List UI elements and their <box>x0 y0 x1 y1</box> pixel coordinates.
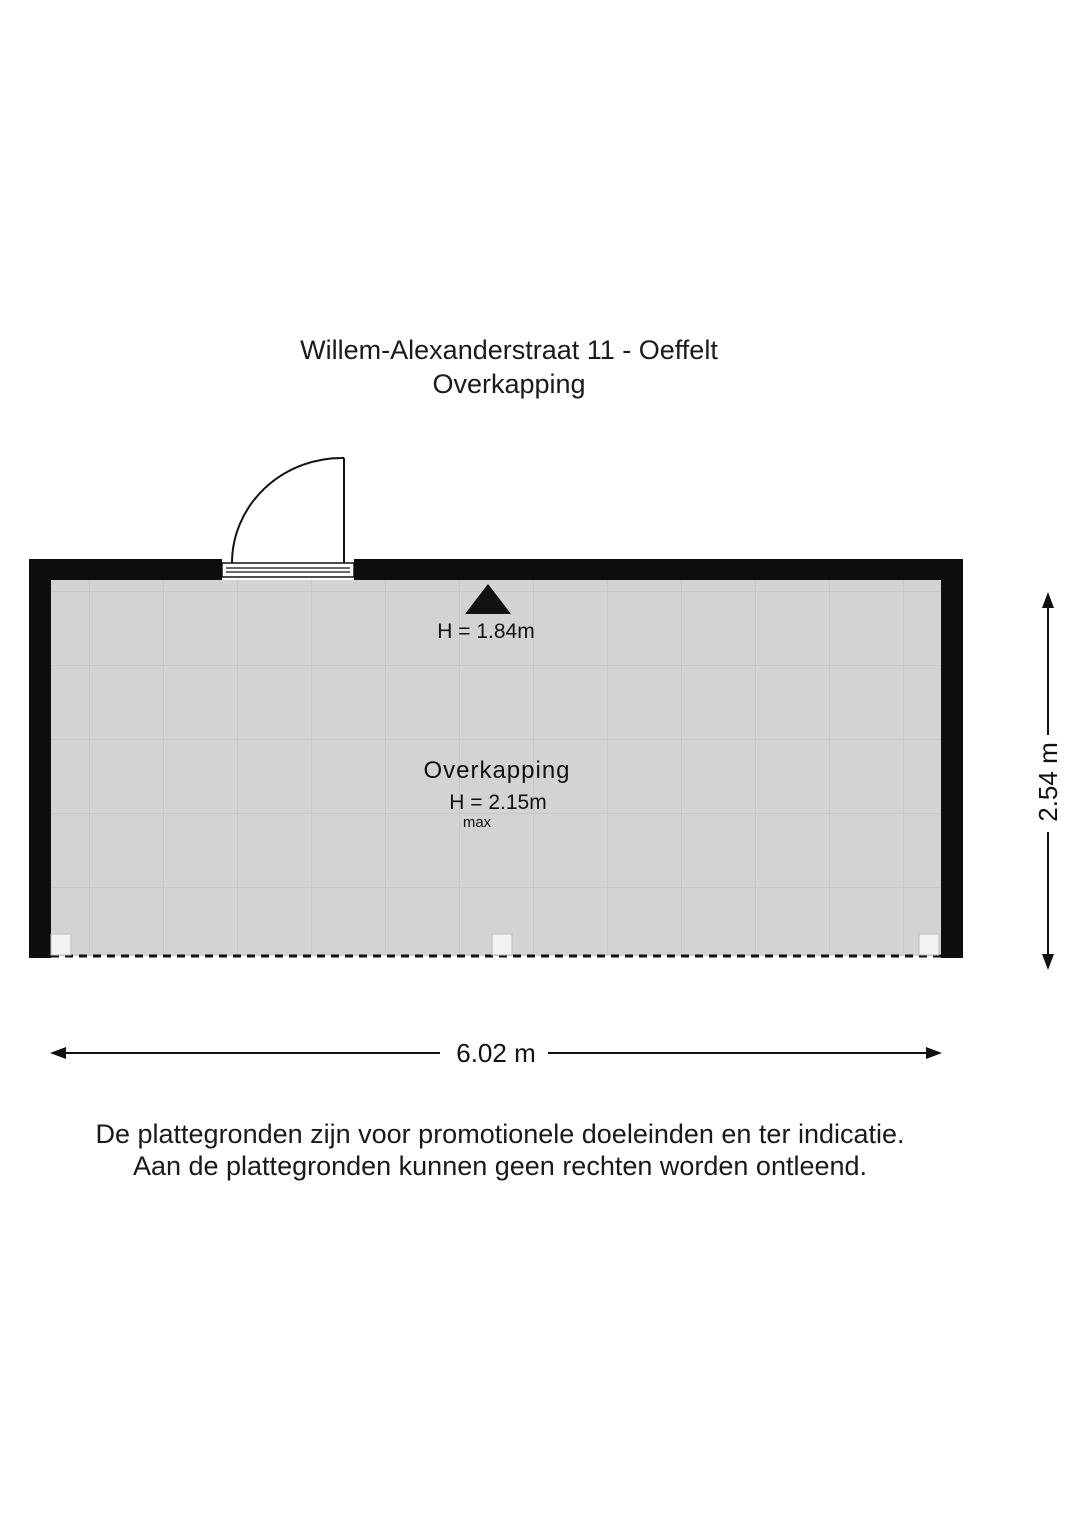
width-label: 6.02 m <box>456 1038 536 1068</box>
depth-label: 2.54 m <box>1033 742 1063 822</box>
disclaimer <box>0 1118 1000 1182</box>
post-middle <box>492 934 512 955</box>
wall-top-left <box>29 559 222 580</box>
arrow-left <box>50 1047 66 1059</box>
door-threshold <box>222 563 354 577</box>
disclaimer-line-1: De plattegronden zijn voor promotionele doeleinden en ter indicatie. <box>95 1119 905 1149</box>
address-title: Willem-Alexanderstraat 11 - Oeffelt <box>300 335 718 365</box>
disclaimer-line-2: Aan de plattegronden kunnen geen rechten worden ontleend. <box>132 1151 868 1181</box>
arrow-down <box>1042 954 1054 970</box>
room-name-label: Overkapping <box>423 757 571 784</box>
post-left <box>51 934 71 955</box>
room-height-subscript: max <box>462 814 492 831</box>
post-right <box>919 934 939 955</box>
low-height-label: H = 1.84m <box>437 620 535 643</box>
floor-name-title: Overkapping <box>432 369 586 399</box>
room-height-label: H = 2.15m <box>449 791 547 814</box>
arrow-up <box>1042 592 1054 608</box>
wall-right <box>941 559 963 958</box>
arrow-right <box>926 1047 942 1059</box>
door <box>222 458 354 577</box>
wall-left <box>29 559 51 958</box>
door-swing-arc <box>232 458 344 563</box>
wall-top-right <box>354 559 963 580</box>
